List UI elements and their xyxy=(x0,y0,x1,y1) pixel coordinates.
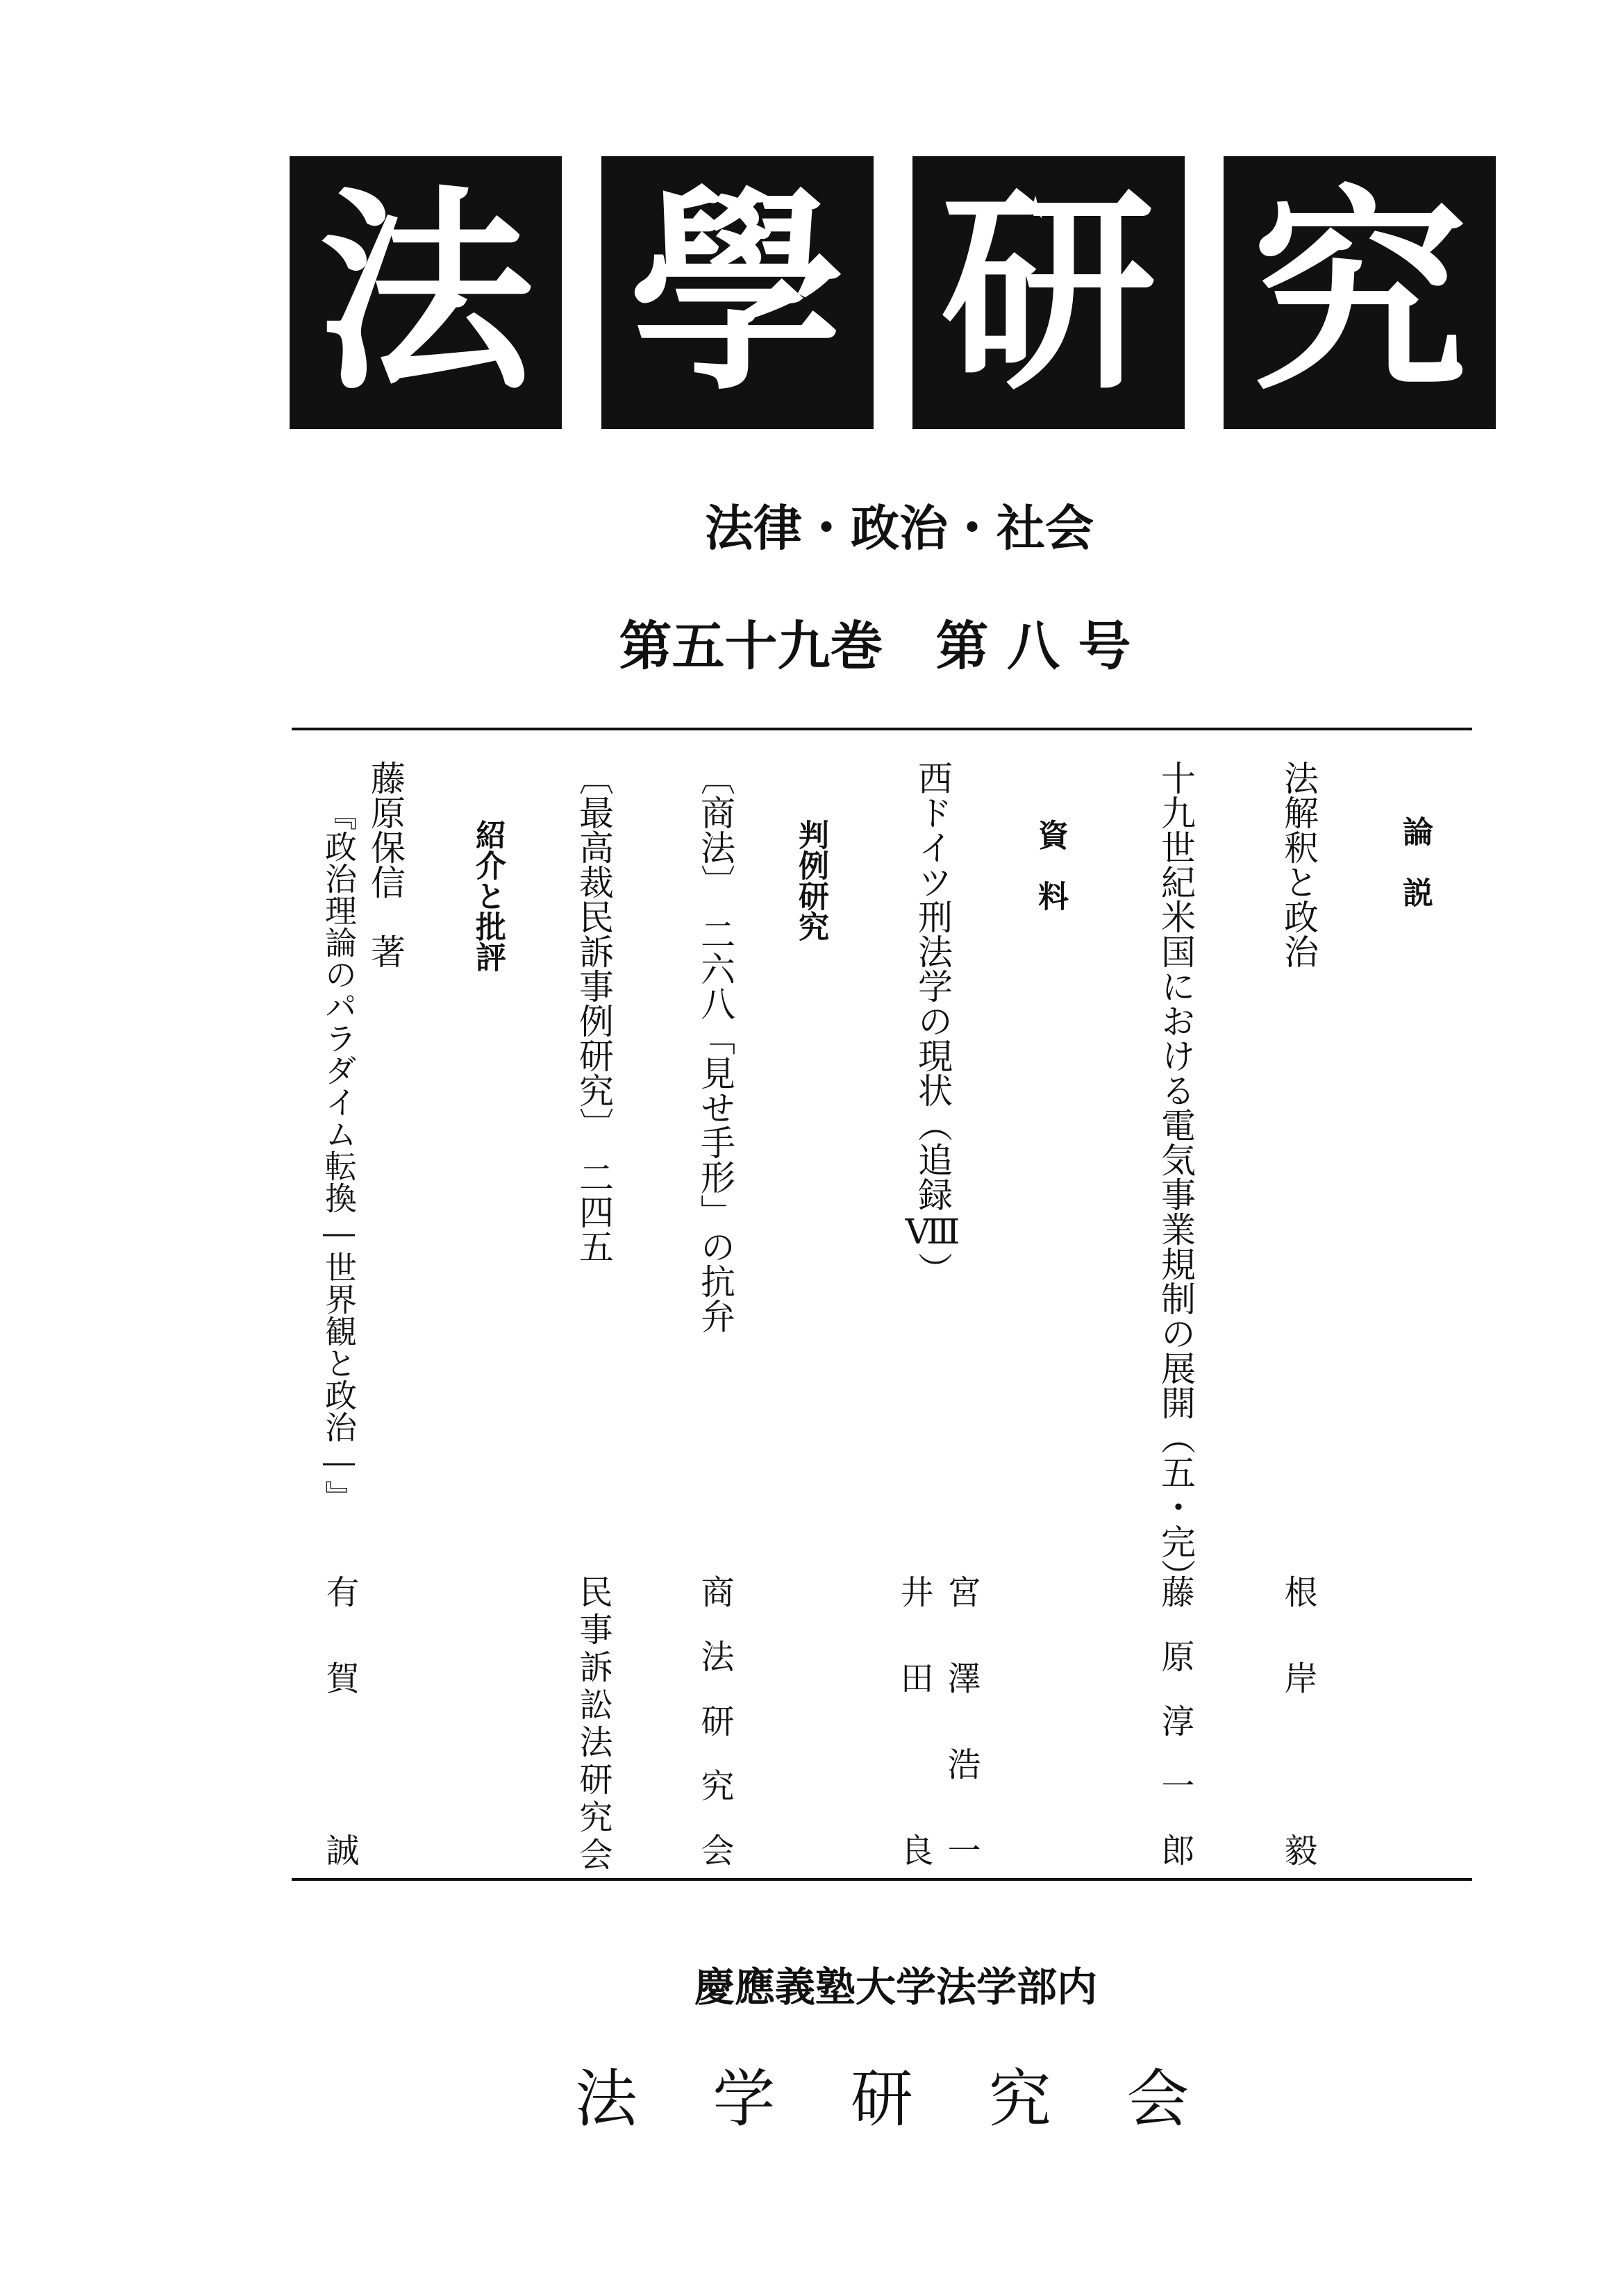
author-name: 有賀 誠 xyxy=(320,1575,359,1866)
title-char-4: 究 xyxy=(1224,156,1496,429)
article-title: 法解釈と政治 xyxy=(1278,760,1319,969)
title-char-1: 法 xyxy=(290,156,562,429)
contents-bottom-rule xyxy=(292,1878,1472,1881)
author-name: 藤原淳一郎 xyxy=(1156,1575,1194,1866)
article-title: 西ドイツ刑法学の現状（追録Ⅷ） xyxy=(912,760,953,1287)
author-name: 根岸 毅 xyxy=(1278,1575,1317,1866)
review-book-author: 藤原保信 著 xyxy=(365,760,406,969)
author-name: 宮澤浩一 xyxy=(942,1575,981,1866)
article-title: 十九世紀米国における電気事業規制の展開（五・完） xyxy=(1156,760,1196,1593)
section-heading-shokai: 紹介と批評 xyxy=(470,819,506,972)
author-name: 民事訴訟法研究会 xyxy=(574,1575,612,1875)
title-char-2: 學 xyxy=(601,156,874,429)
publisher-name: 法 学 研 究 会 xyxy=(574,2063,1217,2136)
volume-issue: 第五十九巻 第 八 号 xyxy=(619,615,1131,677)
section-heading-hanrei: 判例研究 xyxy=(793,819,828,941)
title-char-3: 研 xyxy=(912,156,1185,429)
contents-top-rule xyxy=(292,728,1472,730)
author-name: 商法研究会 xyxy=(695,1575,734,1866)
section-heading-ronsetsu: 論 説 xyxy=(1397,816,1433,907)
publisher-affiliation: 慶應義塾大学法学部内 xyxy=(694,1963,1097,2011)
journal-subtitle: 法律・政治・社会 xyxy=(705,499,1094,557)
author-name: 井田 良 xyxy=(894,1575,933,1866)
article-title: 〔最高裁民訴事例研究〕 二四五 xyxy=(574,760,614,1264)
section-heading-shiryo: 資 料 xyxy=(1033,819,1068,911)
article-title: 〔商法〕 二六八「見せ手形」の抗弁 xyxy=(695,760,735,1333)
review-book-title: 『政治理論のパラダイム転換―世界観と政治―』 xyxy=(320,798,358,1512)
